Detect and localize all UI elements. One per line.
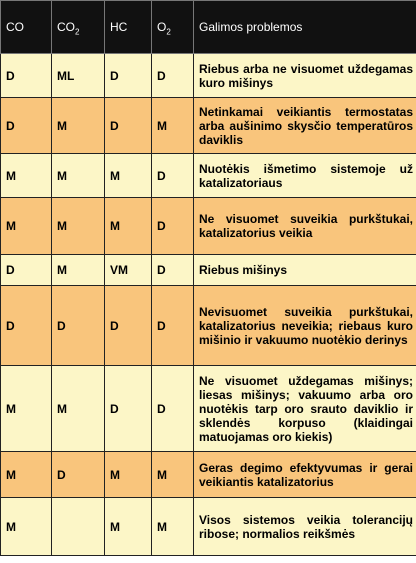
cell-o2: D (152, 366, 194, 452)
table-row (1, 366, 416, 452)
cell-o2: D (152, 286, 194, 366)
cell-problem: Geras degimo efektyvumas ir gerai veikiantis katalizatorius (194, 452, 416, 498)
header-co2-subscript: 2 (75, 27, 80, 37)
cell-hc: D (105, 286, 152, 366)
cell-hc: D (105, 54, 152, 98)
cell-hc: M (105, 198, 152, 255)
cell-o2: M (152, 452, 194, 498)
table-row (1, 98, 416, 154)
cell-o2: D (152, 154, 194, 198)
cell-co: M (1, 366, 52, 452)
table-row (1, 286, 416, 366)
header-hc: HC (105, 1, 152, 54)
cell-co: M (1, 198, 52, 255)
cell-co: D (1, 286, 52, 366)
header-row (1, 1, 416, 54)
cell-co2: M (52, 198, 105, 255)
cell-co2: ML (52, 54, 105, 98)
table-row (1, 154, 416, 198)
cell-hc: D (105, 98, 152, 154)
header-co2-base: CO (57, 20, 75, 34)
cell-co2 (52, 498, 105, 556)
cell-problem: Ne visuomet uždegamas mišinys; liesas mišinys; vakuumo arba oro nuotėkis tarp oro srauto daviklio ir sklendės korpuso (klaidingai matuojamas oro kiekis) (194, 366, 416, 452)
table-row (1, 54, 416, 98)
cell-problem: Nevisuomet suveikia purkštukai, katalizatorius neveikia; riebaus kuro mišinio ir vakuumo nuotėkio derinys (194, 286, 416, 366)
header-co2 (52, 1, 105, 54)
cell-o2: D (152, 198, 194, 255)
table-row (1, 452, 416, 498)
cell-problem: Nuotėkis išmetimo sistemoje už katalizatoriaus (194, 154, 416, 198)
table-row (1, 255, 416, 286)
cell-co2: M (52, 154, 105, 198)
cell-co2: D (52, 452, 105, 498)
cell-o2: D (152, 255, 194, 286)
cell-hc: D (105, 366, 152, 452)
cell-co: M (1, 498, 52, 556)
cell-co: D (1, 54, 52, 98)
header-o2-base: O (157, 20, 167, 34)
table-row (1, 498, 416, 556)
cell-o2: M (152, 98, 194, 154)
cell-problem: Netinkamai veikiantis termostatas arba aušinimo skysčio temperatūros daviklis (194, 98, 416, 154)
cell-hc: M (105, 452, 152, 498)
cell-co: M (1, 154, 52, 198)
cell-hc: VM (105, 255, 152, 286)
cell-co2: D (52, 286, 105, 366)
cell-hc: M (105, 154, 152, 198)
cell-hc: M (105, 498, 152, 556)
header-o2-subscript: 2 (166, 27, 171, 37)
cell-co2: M (52, 366, 105, 452)
cell-o2: D (152, 54, 194, 98)
cell-problem: Riebus mišinys (194, 255, 416, 286)
cell-problem: Ne visuomet suveikia purkštukai, katalizatorius veikia (194, 198, 416, 255)
table-row (1, 198, 416, 255)
cell-problem: Visos sistemos veikia tolerancijų ribose; normalios reikšmės (194, 498, 416, 556)
header-o2 (152, 1, 194, 54)
cell-o2: M (152, 498, 194, 556)
cell-problem: Riebus arba ne visuomet uždegamas kuro mišinys (194, 54, 416, 98)
cell-co: M (1, 452, 52, 498)
cell-co: D (1, 98, 52, 154)
cell-co2: M (52, 255, 105, 286)
header-co: CO (1, 1, 52, 54)
header-problems: Galimos problemos (194, 1, 416, 54)
cell-co: D (1, 255, 52, 286)
cell-co2: M (52, 98, 105, 154)
